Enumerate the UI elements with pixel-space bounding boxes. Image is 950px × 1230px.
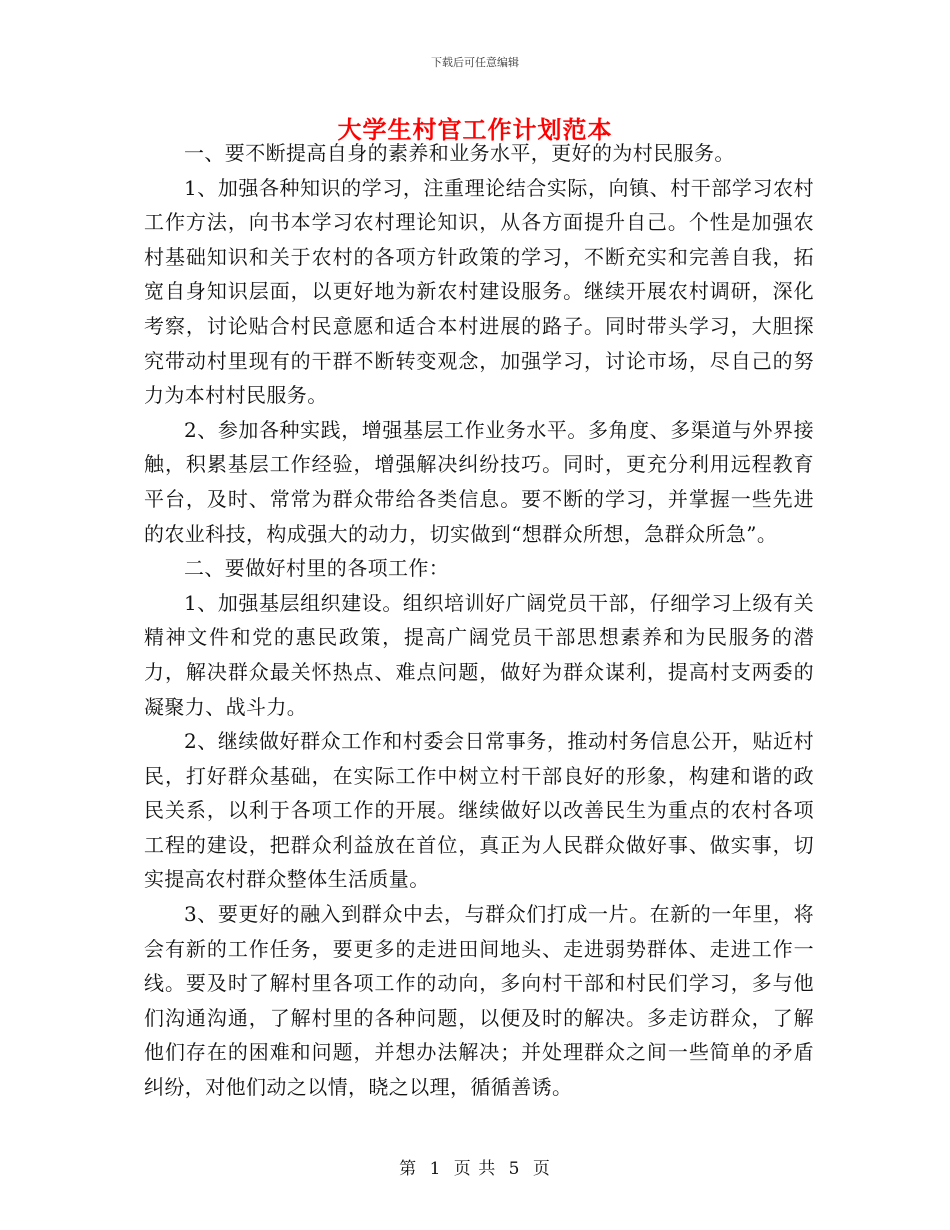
paragraph-2-2: 2、继续做好群众工作和村委会日常事务，推动村务信息公开，贴近村民，打好群众基础，在实际工作中树立村干部良好的形象，构建和谐的政民关系，以利于各项工作的开展。继续做好以改善民生为重点的农村各项工程的建设，把群众利益放在首位，真正为人民群众做好事、做实事，切实提高农村群众整体生活质量。 [144, 729, 814, 892]
header-note: 下载后可任意编辑 [431, 56, 519, 69]
document-title: 大学生村官工作计划范本 [337, 115, 613, 144]
footer-middle: 页 共 [453, 1159, 497, 1179]
paragraph-2-3: 3、要更好的融入到群众中去，与群众们打成一片。在新的一年里，将会有新的工作任务，要更多的走进田间地头、走进弱势群体、走进工作一线。要及时了解村里各项工作的动向，多向村干部和村民们学习，多与他们沟通沟通，了解村里的各种问题，以便及时的解决。多走访群众，了解他们存在的困难和问题，并想办法解决；并处理群众之间一些简单的矛盾纠纷，对他们动之以情，晓之以理，循循善诱。 [144, 902, 814, 1100]
document-body [144, 136, 814, 1105]
footer-prefix: 第 [399, 1159, 418, 1179]
paragraph-2-1: 1、加强基层组织建设。组织培训好广阔党员干部，仔细学习上级有关精神文件和党的惠民政策，提高广阔党员干部思想素养和为民服务的潜力，解决群众最关怀热点、难点问题，做好为群众谋利，提高村支两委的凝聚力、战斗力。 [144, 590, 814, 719]
footer-suffix: 页 [532, 1159, 551, 1179]
section-heading-1: 一、要不断提高自身的素养和业务水平，更好的为村民服务。 [184, 141, 735, 165]
paragraph-1-1: 1、加强各种知识的学习，注重理论结合实际，向镇、村干部学习农村工作方法，向书本学习农村理论知识，从各方面提升自己。个性是加强农村基础知识和关于农村的各项方针政策的学习，不断充实和完善自我，拓宽自身知识层面，以更好地为新农村建设服务。继续开展农村调研，深化考察，讨论贴合村民意愿和适合本村进展的路子。同时带头学习，大胆探究带动村里现有的干群不断转变观念，加强学习，讨论市场，尽自己的努力为本村村民服务。 [144, 175, 814, 408]
page-footer [0, 1154, 950, 1179]
footer-page-number: 1 [429, 1159, 442, 1179]
footer-total-pages: 5 [508, 1159, 521, 1179]
section-heading-2: 二、要做好村里的各项工作： [184, 556, 450, 581]
paragraph-1-2: 2、参加各种实践，增强基层工作业务水平。多角度、多渠道与外界接触，积累基层工作经验，增强解决纠纷技巧。同时，更充分利用远程教育平台，及时、常常为群众带给各类信息。要不断的学习，并掌握一些先进的农业科技，构成强大的动力，切实做到“想群众所想，急群众所急”。 [144, 417, 814, 546]
